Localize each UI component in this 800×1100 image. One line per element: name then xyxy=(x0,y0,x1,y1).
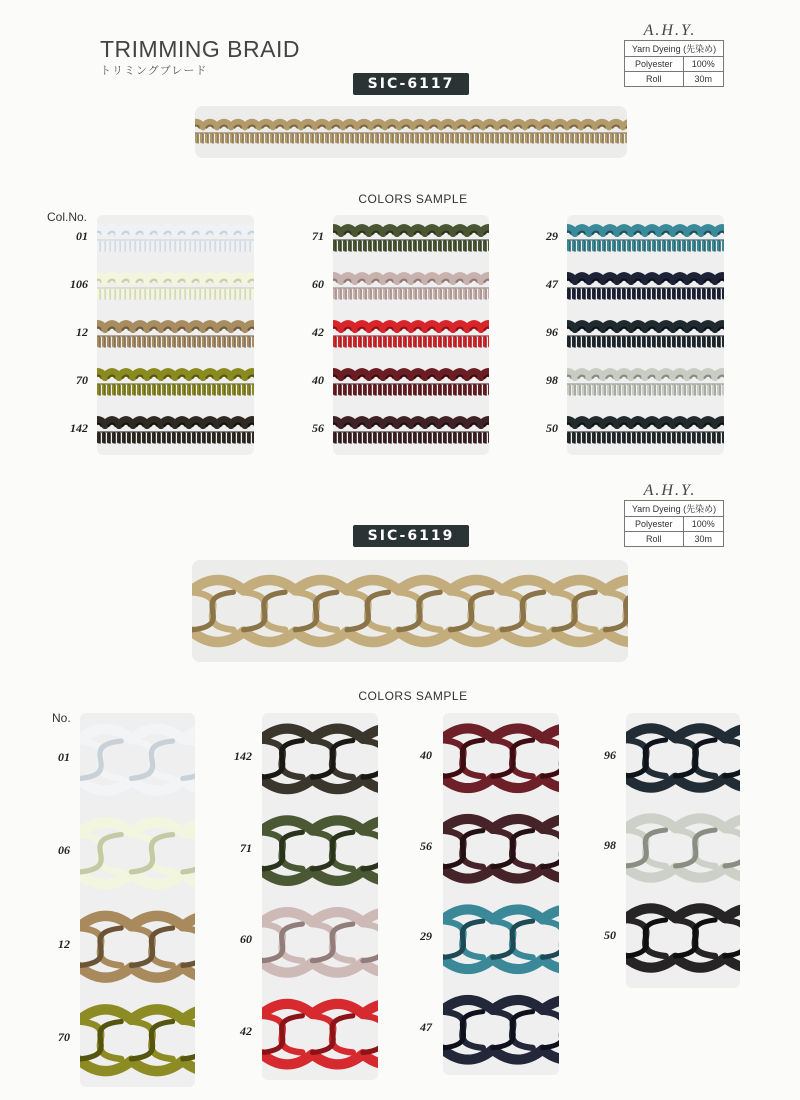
braid-swatch xyxy=(80,916,195,978)
page-title: TRIMMING BRAID xyxy=(100,36,300,62)
brand-logo: A.H.Y. xyxy=(643,482,697,499)
spec-material: Polyester xyxy=(625,57,684,72)
color-number: 47 xyxy=(420,1019,432,1034)
color-number: 70 xyxy=(58,1030,70,1045)
color-number: 42 xyxy=(240,1024,252,1039)
colors-sample-heading: COLORS SAMPLE xyxy=(358,689,468,703)
color-number: 60 xyxy=(312,277,324,291)
color-number: 01 xyxy=(76,229,88,243)
color-number: 106 xyxy=(70,277,88,291)
braid-swatches-graphic xyxy=(97,215,254,455)
braid-swatch xyxy=(567,413,724,451)
product-hero-image xyxy=(195,106,627,158)
color-number: 12 xyxy=(76,325,88,339)
braid-swatch xyxy=(567,269,724,307)
color-swatch-panel xyxy=(262,713,378,1080)
color-number: 98 xyxy=(604,838,616,852)
spec-roll-value: 30m xyxy=(683,72,723,87)
braid-swatch xyxy=(80,1009,195,1071)
spec-table xyxy=(624,500,724,547)
spec-roll: Roll xyxy=(625,532,684,547)
spec-roll-value: 30m xyxy=(683,532,723,547)
color-number: 50 xyxy=(546,421,558,435)
braid-swatch xyxy=(626,728,740,787)
col-no-label: Col.No. xyxy=(47,210,88,224)
braid-swatch xyxy=(262,912,378,973)
braid-swatches-graphic xyxy=(333,215,489,455)
braid-swatch xyxy=(97,269,254,307)
color-number: 12 xyxy=(58,936,70,951)
braid-swatch xyxy=(97,317,254,355)
braid-swatch xyxy=(333,221,489,259)
braid-swatch xyxy=(443,1000,559,1060)
braid-swatch xyxy=(262,1004,378,1065)
color-number: 98 xyxy=(546,373,558,387)
spec-material: Polyester xyxy=(625,517,684,532)
braid-swatch xyxy=(333,317,489,355)
color-number: 29 xyxy=(420,929,432,944)
braid-swatch xyxy=(626,908,740,967)
color-number: 71 xyxy=(312,229,324,243)
colors-sample-heading: COLORS SAMPLE xyxy=(358,192,468,206)
braid-swatch xyxy=(97,221,254,259)
braid-swatch xyxy=(567,365,724,403)
braid-swatch xyxy=(262,729,378,790)
braid-swatch xyxy=(443,819,559,879)
color-number: 29 xyxy=(546,229,558,243)
color-swatch-panel xyxy=(333,215,489,455)
color-number: 06 xyxy=(58,843,70,858)
color-number: 56 xyxy=(420,838,432,853)
brand-logo: A.H.Y. xyxy=(643,22,697,39)
color-number: 01 xyxy=(58,749,70,764)
page-subtitle: トリミングブレード xyxy=(100,65,208,77)
braid-swatches-graphic xyxy=(567,215,724,455)
color-number: 47 xyxy=(546,277,558,291)
color-number: 71 xyxy=(240,840,252,855)
braid-swatch xyxy=(97,365,254,403)
color-swatch-panel xyxy=(80,713,195,1087)
color-swatch-panel xyxy=(443,713,559,1075)
color-number: 42 xyxy=(312,325,324,339)
color-number: 96 xyxy=(546,325,558,339)
color-number: 142 xyxy=(234,748,252,763)
braid-swatch xyxy=(626,818,740,877)
color-number: 56 xyxy=(312,421,324,435)
color-swatch-panel xyxy=(97,215,254,455)
spec-table xyxy=(624,40,724,87)
braid-swatch xyxy=(567,317,724,355)
col-no-label: No. xyxy=(52,711,71,725)
color-swatch-panel xyxy=(626,713,740,988)
color-swatch-panel xyxy=(567,215,724,455)
braid-swatch xyxy=(333,269,489,307)
braid-swatch xyxy=(80,822,195,884)
braid-swatch xyxy=(567,221,724,259)
braid-swatch xyxy=(333,365,489,403)
braid-swatch xyxy=(443,909,559,969)
color-number: 60 xyxy=(240,932,252,947)
braid-swatches-graphic xyxy=(626,713,740,988)
braid-hero-graphic xyxy=(192,560,628,662)
product-hero-image xyxy=(192,560,628,662)
spec-roll: Roll xyxy=(625,72,684,87)
braid-swatches-graphic xyxy=(80,713,195,1087)
color-number: 70 xyxy=(76,373,88,387)
product-code-badge: SIC-6117 xyxy=(353,73,469,95)
braid-swatch xyxy=(333,413,489,451)
braid-hero-graphic xyxy=(195,106,627,158)
spec-yarn: Yarn Dyeing (先染め) xyxy=(625,501,724,517)
spec-material-value: 100% xyxy=(683,57,723,72)
product-code-badge: SIC-6119 xyxy=(353,525,469,547)
braid-swatch xyxy=(97,413,254,451)
color-number: 96 xyxy=(604,748,616,762)
color-number: 40 xyxy=(420,748,432,763)
color-number: 142 xyxy=(70,421,88,435)
spec-material-value: 100% xyxy=(683,517,723,532)
braid-swatch xyxy=(80,729,195,791)
braid-swatch xyxy=(262,820,378,881)
color-number: 40 xyxy=(312,373,324,387)
braid-swatches-graphic xyxy=(262,713,378,1080)
color-number: 50 xyxy=(604,928,616,942)
spec-yarn: Yarn Dyeing (先染め) xyxy=(625,41,724,57)
braid-swatches-graphic xyxy=(443,713,559,1075)
braid-swatch xyxy=(443,728,559,788)
